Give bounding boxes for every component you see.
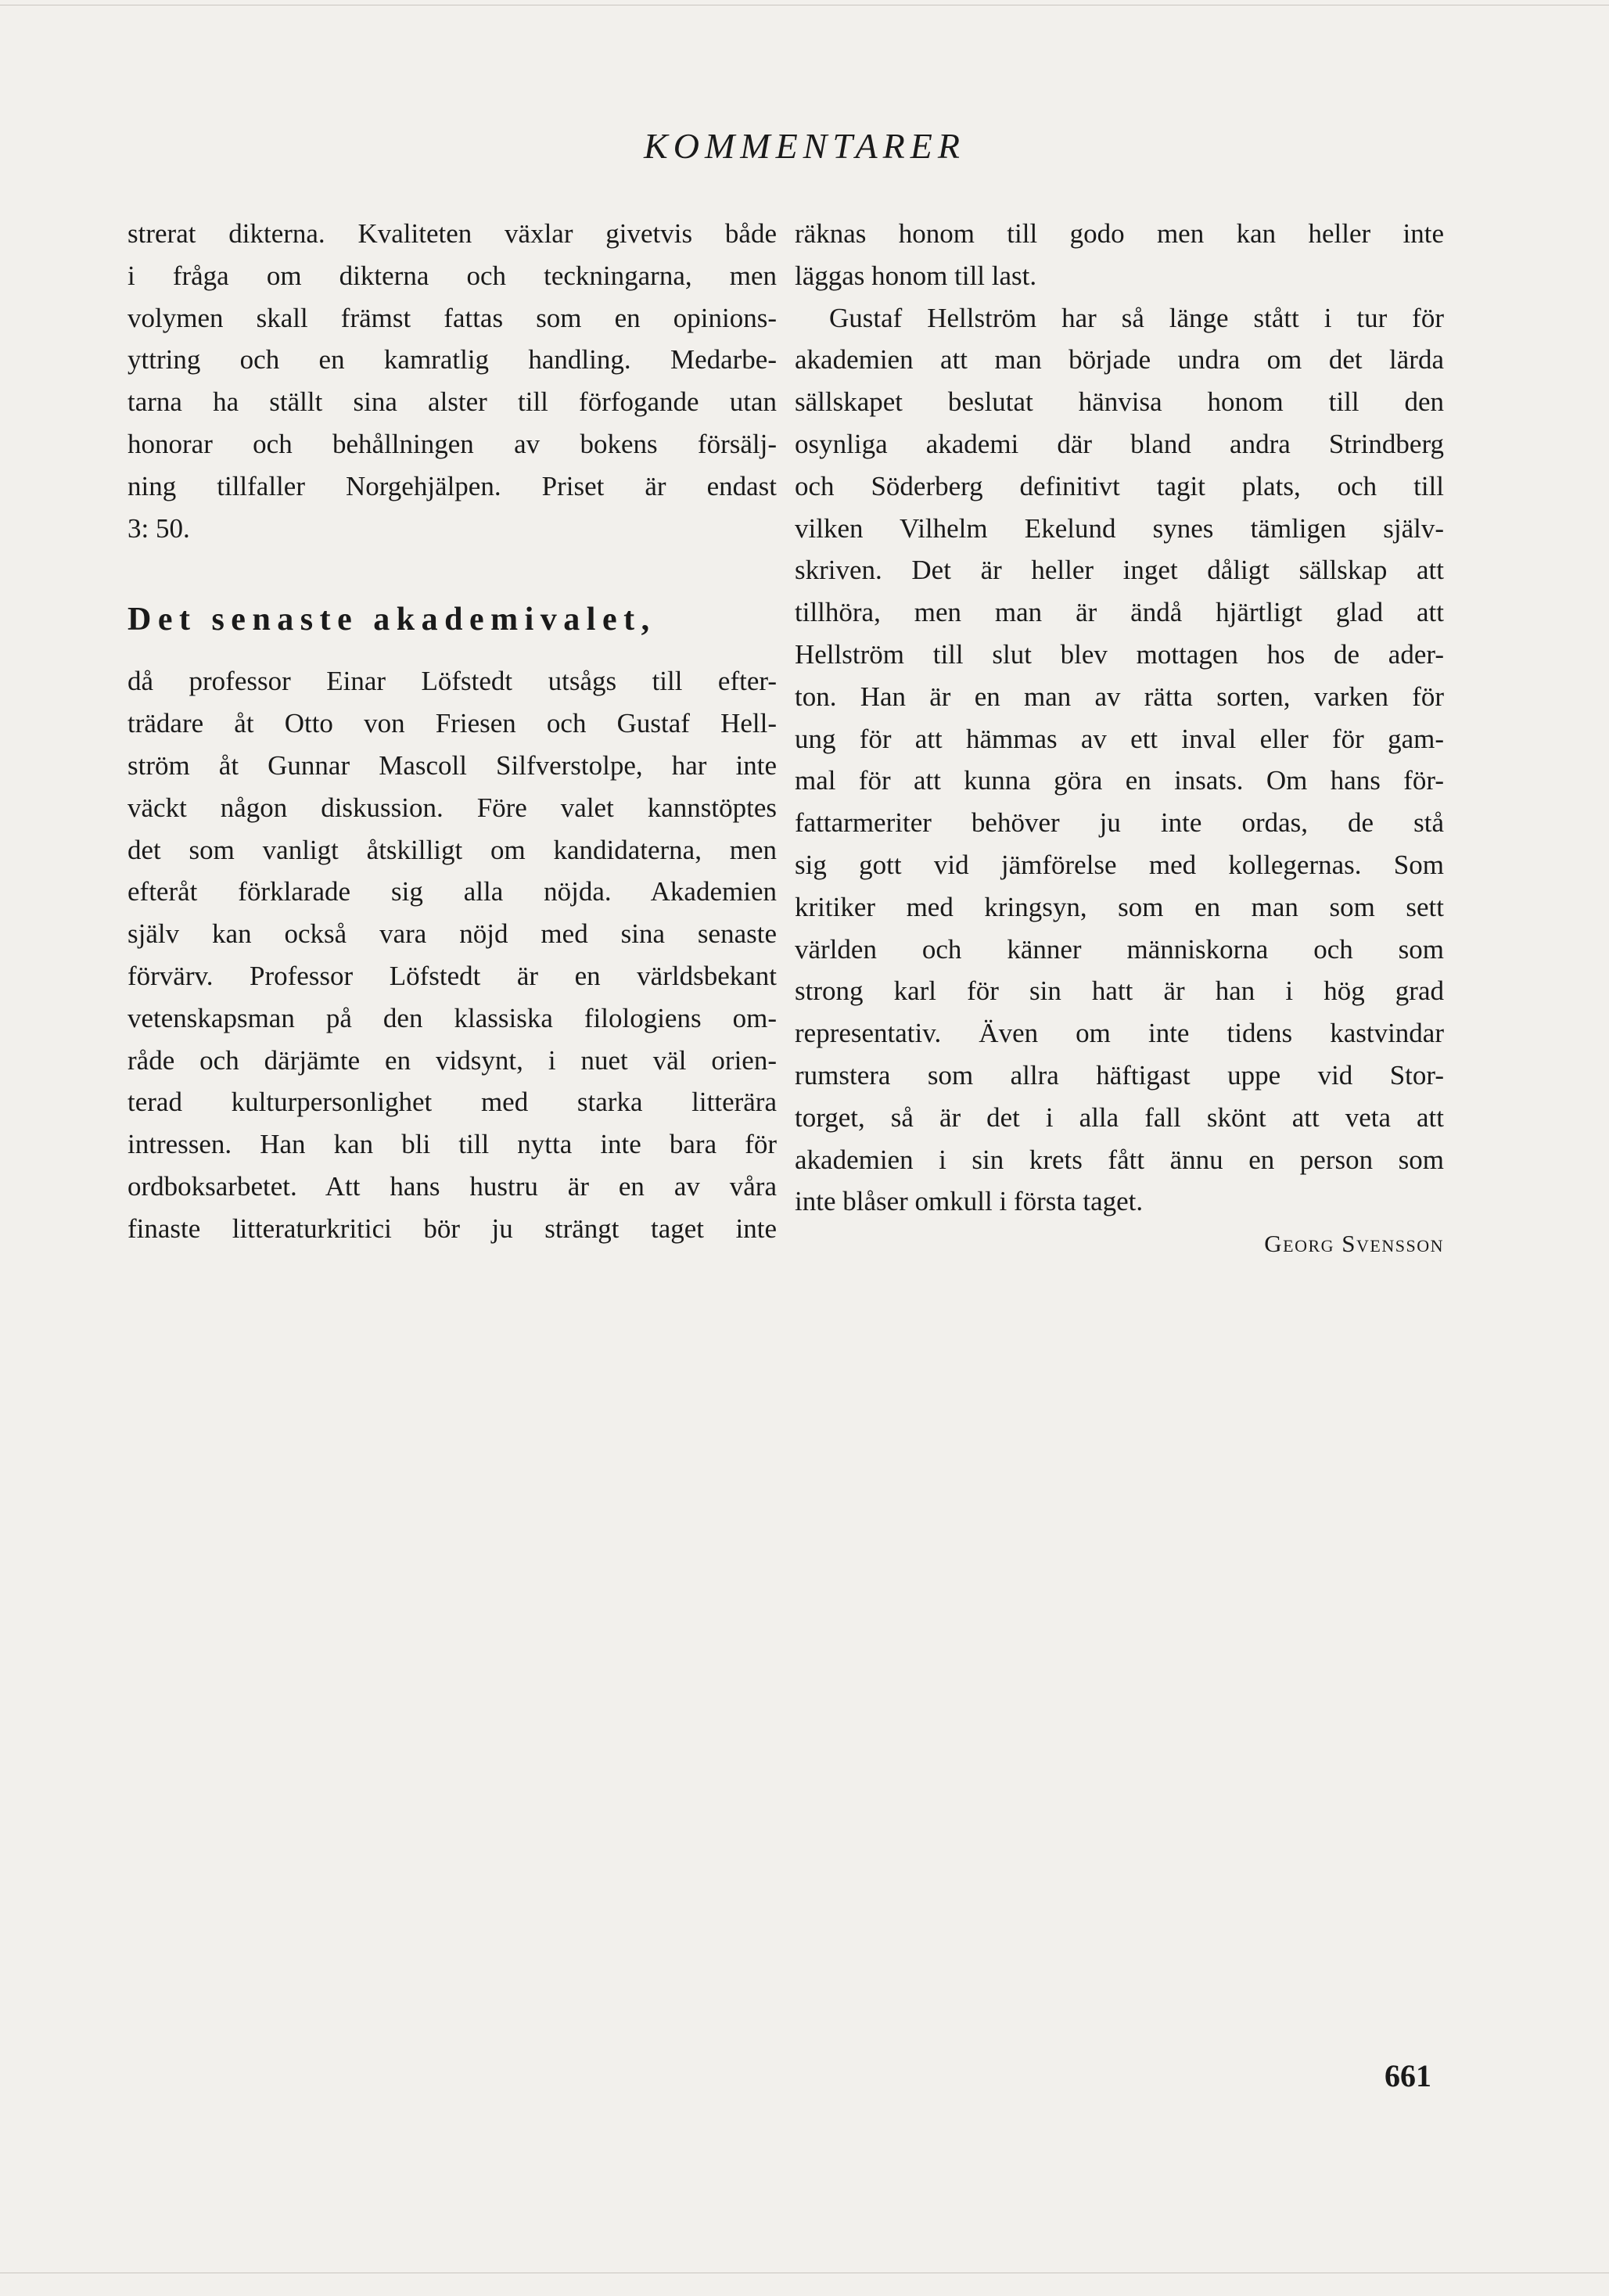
text-line: mal för att kunna göra en insats. Om hans för- <box>795 765 1444 796</box>
text-line: efteråt förklarade sig alla nöjda. Akademien <box>127 876 777 907</box>
right-paragraph-1 <box>795 213 1444 297</box>
text-line: representativ. Även om inte tidens kastvindar <box>795 1018 1444 1049</box>
text-line: trädare åt Otto von Friesen och Gustaf Hell- <box>127 708 777 739</box>
text-line: osynliga akademi där bland andra Strindberg <box>795 428 1444 459</box>
left-paragraph-1 <box>127 213 777 549</box>
text-line: intressen. Han kan bli till nytta inte bara för <box>127 1129 777 1160</box>
text-line: torget, så är det i alla fall skönt att veta att <box>795 1101 1444 1133</box>
text-line: volymen skall främst fattas som en opinions- <box>127 302 777 333</box>
text-line: akademien i sin krets fått ännu en person som <box>795 1144 1444 1175</box>
text-line: terad kulturpersonlighet med starka litterära <box>127 1087 777 1118</box>
text-line: världen och känner människorna och som <box>795 933 1444 965</box>
author-signature: Georg Svensson <box>1264 1230 1444 1258</box>
text-line: skriven. Det är heller inget dåligt sällskap att <box>795 555 1444 586</box>
text-line: läggas honom till last. <box>795 260 1037 291</box>
text-line: själv kan också vara nöjd med sina senaste <box>127 918 777 950</box>
left-column <box>127 213 777 1250</box>
text-line: ning tillfaller Norgehjälpen. Priset är endast <box>127 470 777 501</box>
text-line: tarna ha ställt sina alster till förfogande utan <box>127 386 777 418</box>
text-line: 3: 50. <box>127 512 190 544</box>
text-line: strong karl för sin hatt är han i hög grad <box>795 976 1444 1007</box>
text-line: vetenskapsman på den klassiska filologiens om- <box>127 1002 777 1033</box>
right-paragraph-2 <box>795 297 1444 1223</box>
text-line: då professor Einar Löfstedt utsågs till efter- <box>127 666 777 697</box>
text-line: råde och därjämte en vidsynt, i nuet väl orien- <box>127 1044 777 1076</box>
text-line: honorar och behållningen av bokens försälj- <box>127 428 777 459</box>
text-line: det som vanligt åtskilligt om kandidaterna, men <box>127 834 777 865</box>
text-line: yttring och en kamratlig handling. Medarbe- <box>127 344 777 375</box>
text-line: akademien att man började undra om det lärda <box>795 344 1444 375</box>
running-title: KOMMENTARER <box>644 126 965 166</box>
text-line: finaste litteraturkritici bör ju strängt taget inte <box>127 1213 777 1244</box>
text-line: förvärv. Professor Löfstedt är en världsbekant <box>127 960 777 991</box>
left-paragraph-2 <box>127 660 777 1249</box>
text-line: väckt någon diskussion. Före valet kannstöptes <box>127 792 777 823</box>
text-line: sällskapet beslutat hänvisa honom till den <box>795 386 1444 418</box>
text-line: fattarmeriter behöver ju inte ordas, de stå <box>795 807 1444 839</box>
page-number: 661 <box>1385 2058 1431 2093</box>
section-heading: Det senaste akademivalet, <box>127 602 656 638</box>
text-line: inte blåser omkull i första taget. <box>795 1186 1144 1217</box>
text-line: rumstera som allra häftigast uppe vid Stor- <box>795 1059 1444 1091</box>
text-line: ström åt Gunnar Mascoll Silfverstolpe, har inte <box>127 749 777 781</box>
text-line: kritiker med kringsyn, som en man som sett <box>795 891 1444 922</box>
text-line: Gustaf Hellström har så länge stått i tur för <box>829 302 1444 333</box>
right-column <box>795 213 1444 1265</box>
text-line: strerat dikterna. Kvaliteten växlar givetvis både <box>127 218 777 249</box>
text-line: ordboksarbetet. Att hans hustru är en av våra <box>127 1170 777 1202</box>
text-line: vilken Vilhelm Ekelund synes tämligen själv- <box>795 512 1444 544</box>
text-line: tillhöra, men man är ändå hjärtligt glad att <box>795 597 1444 628</box>
text-line: ton. Han är en man av rätta sorten, varken för <box>795 681 1444 712</box>
text-line: och Söderberg definitivt tagit plats, och till <box>795 470 1444 501</box>
text-line: ung för att hämmas av ett inval eller för gam- <box>795 723 1444 754</box>
text-line: Hellström till slut blev mottagen hos de ader- <box>795 638 1444 670</box>
text-line: räknas honom till godo men kan heller inte <box>795 218 1444 249</box>
text-line: i fråga om dikterna och teckningarna, men <box>127 260 777 291</box>
text-line: sig gott vid jämförelse med kollegernas. Som <box>795 849 1444 880</box>
